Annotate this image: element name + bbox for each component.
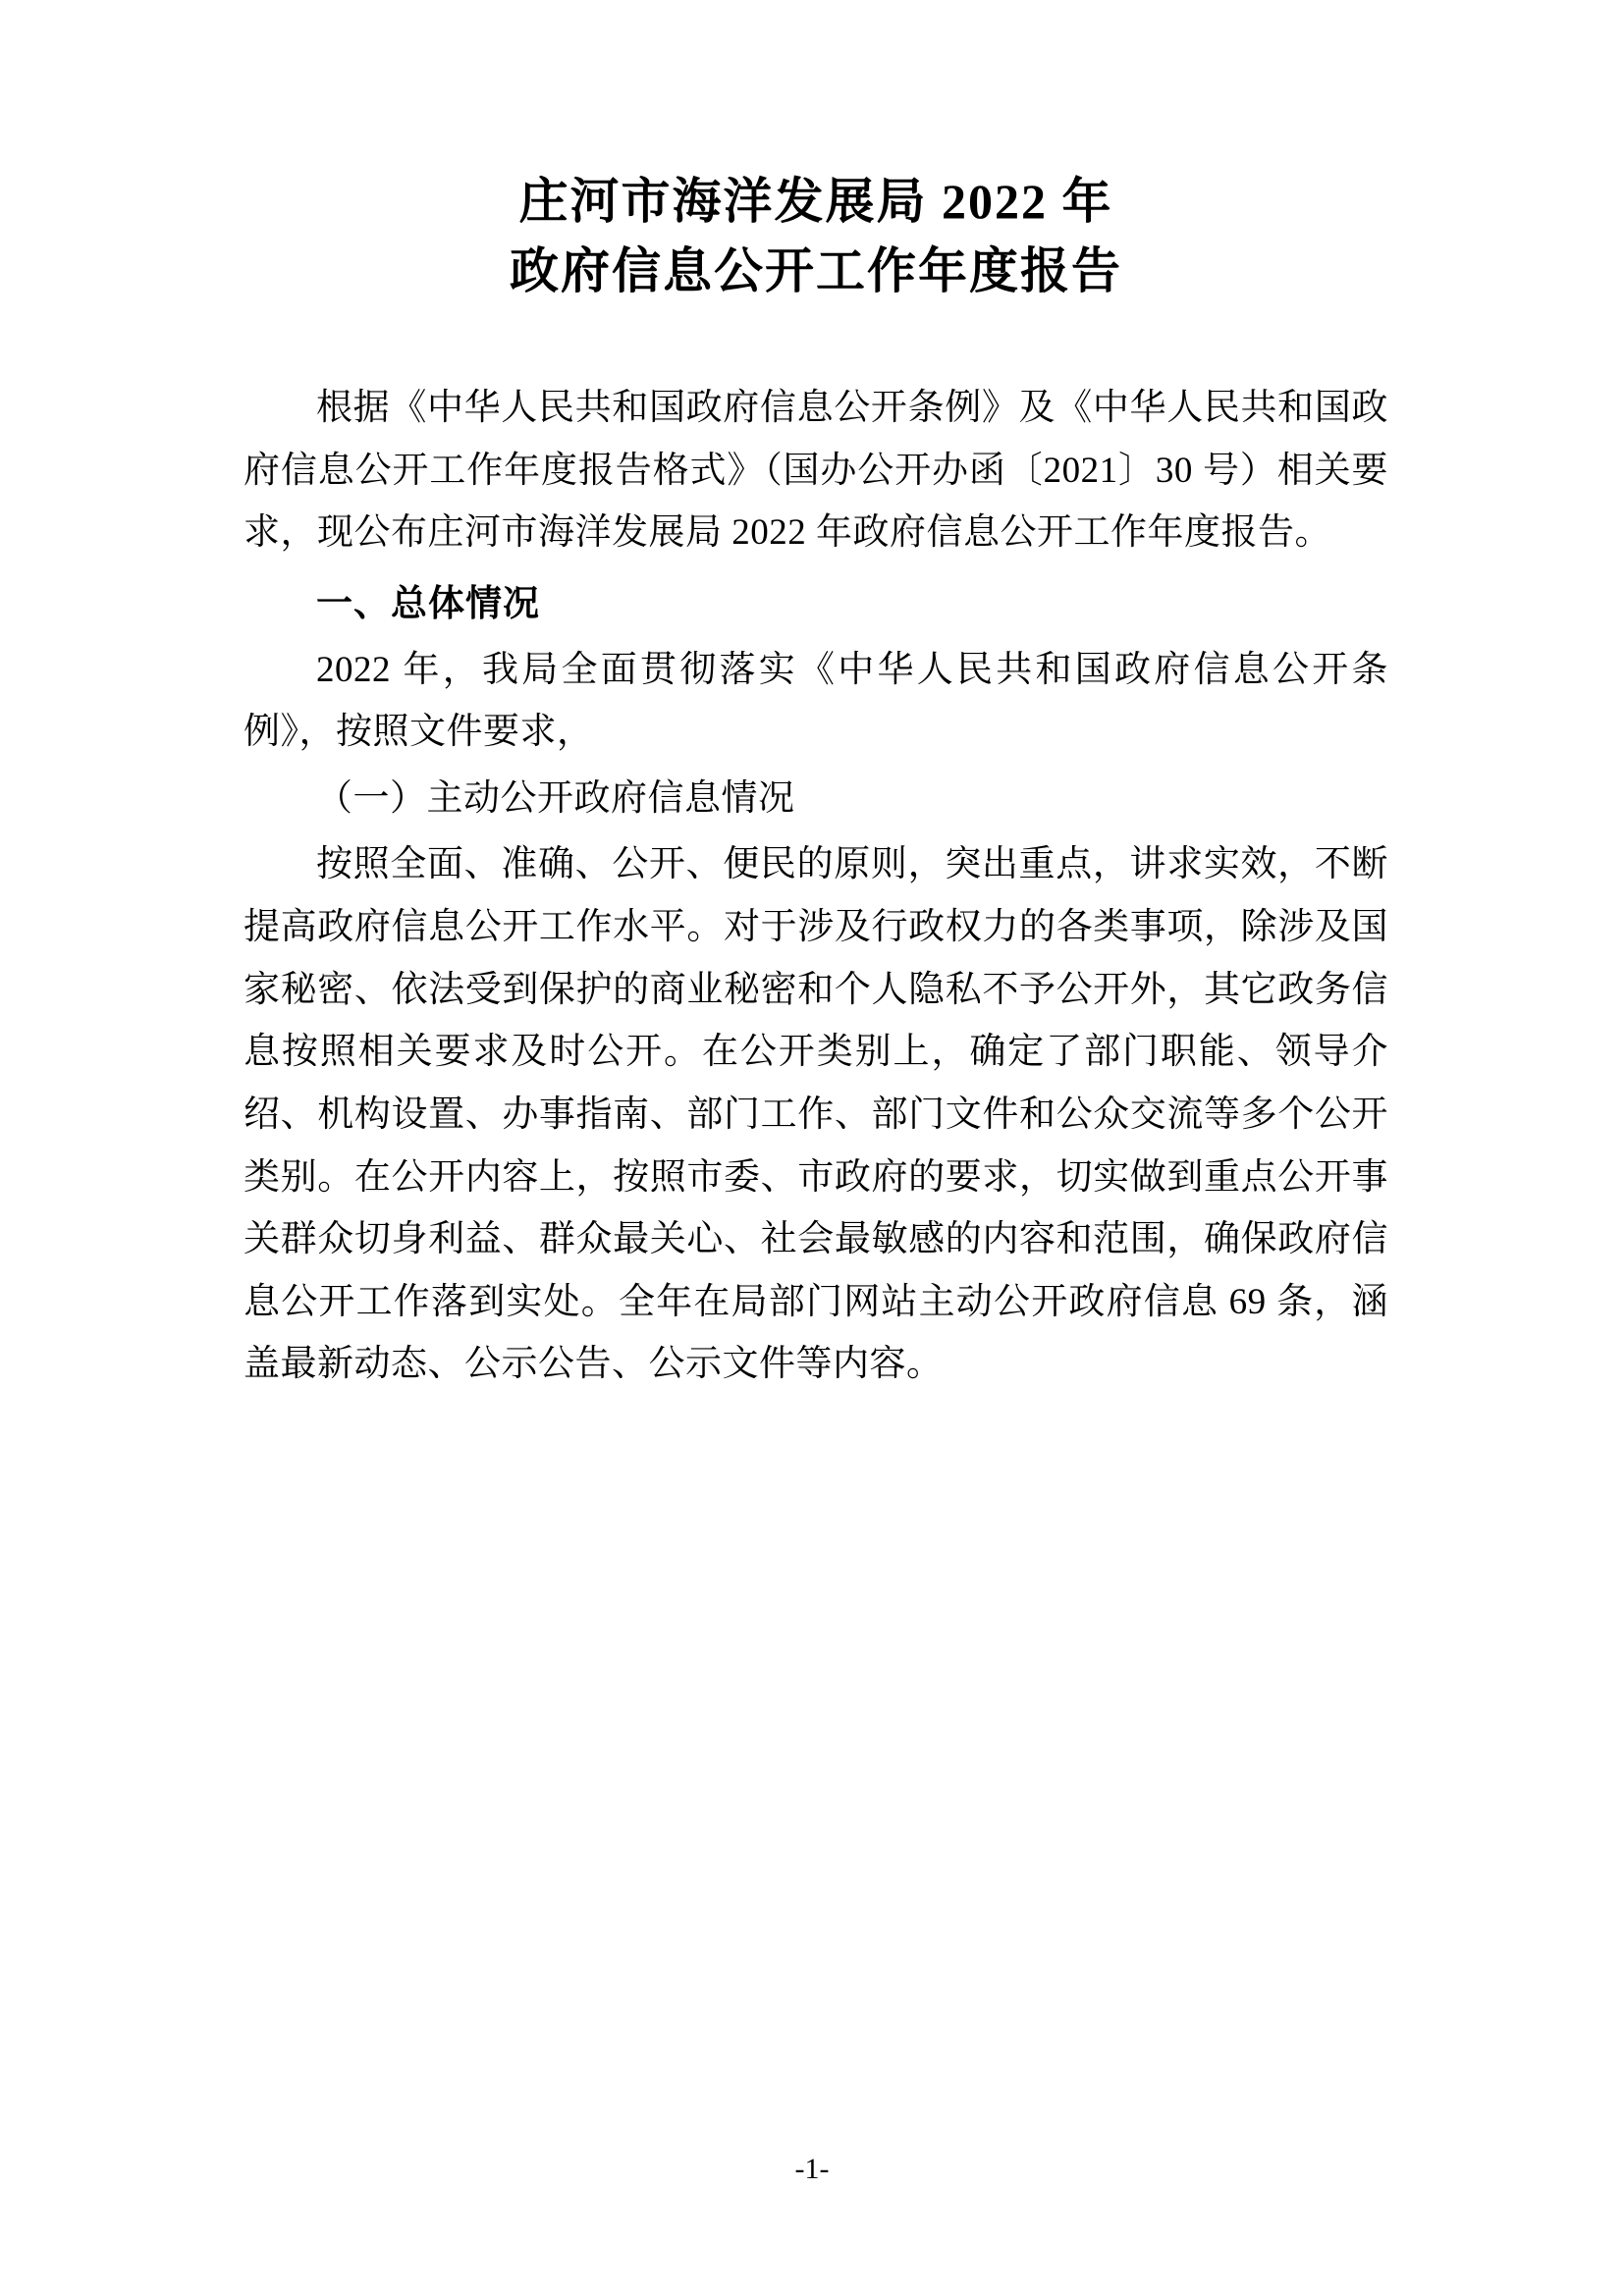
page-title-line-1: 庄河市海洋发展局 2022 年: [518, 174, 1113, 229]
document-content: [244, 167, 1388, 1400]
page-title-line-2: 政府信息公开工作年度报告: [510, 243, 1122, 298]
subsection-heading-proactive-disclosure: （一）主动公开政府信息情况: [316, 777, 795, 819]
paragraph-overall-situation: 2022 年，我局全面贯彻落实《中华人民共和国政府信息公开条例》，按照文件要求，: [244, 649, 1388, 753]
page-title: [244, 167, 1388, 306]
paragraph-proactive-disclosure: 按照全面、准确、公开、便民的原则，突出重点，讲求实效，不断提高政府信息公开工作水平。对于涉及行政权力的各类事项，除涉及国家秘密、依法受到保护的商业秘密和个人隐私不予公开外，其它政务信息按照相关要求及时公开。在公开类别上，确定了部门职能、领导介绍、机构设置、办事指南、部门工作、部门文件和公众交流等多个公开类别。在公开内容上，按照市委、市政府的要求，切实做到重点公开事关群众切身利益、群众最关心、社会最敏感的内容和范围，确保政府信息公开工作落到实处。全年在局部门网站主动公开政府信息 69 条，涵盖最新动态、公示公告、公示文件等内容。: [244, 844, 1388, 1385]
paragraph-intro: 根据《中华人民共和国政府信息公开条例》及《中华人民共和国政府信息公开工作年度报告格式》（国办公开办函〔2021〕30 号）相关要求，现公布庄河市海洋发展局 2022 年政府信息公开工作年度报告。: [244, 388, 1388, 554]
page-number: -1-: [794, 2153, 830, 2185]
section-heading-overall-situation: 一、总体情况: [316, 581, 540, 624]
document-body: [244, 377, 1388, 1396]
